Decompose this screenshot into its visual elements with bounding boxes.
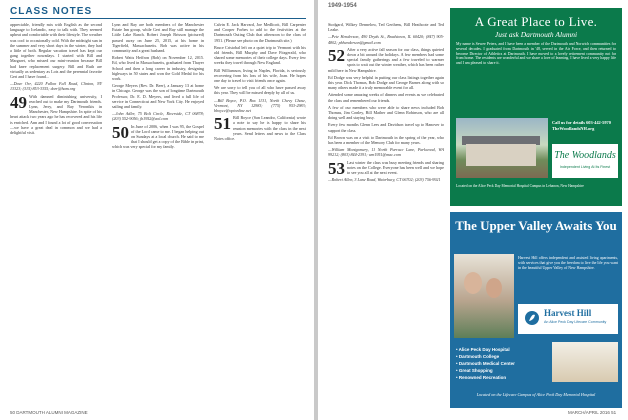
- contact-line: —Bill Boyce, P.O. Box 1131, North Chevy Chase, Vermont, NY 12983; (775) 953-2983; bboyce@optonline.net: [214, 97, 306, 114]
- harvest-hill-logo: [518, 304, 618, 334]
- ad-title: A Great Place to Live.: [474, 14, 598, 29]
- paragraph: Robert Watts Heffron (Bob) on November 12, 2015. Ed, who lived in Massachusetts, graduated from Thayer School and then a long career in industry, designing highways in 50 states and won the Gold Medal for his work.: [112, 55, 204, 82]
- paragraph: We are sorry to tell you of all who have passed away this year. They will be missed deeply by all of us.: [214, 85, 306, 96]
- page-footer-left: 50 DARTMOUTH ALUMNI MAGAZINE: [10, 410, 88, 415]
- paragraph: Ed Dodge was very helpful in putting our class listings together again this year. Dick Thomas, Bob Dodge and George Barnes along with so many others made it a truly memorable event for all.: [328, 74, 444, 91]
- header-rule: [10, 18, 306, 19]
- paragraph: 51 Bill Boyce (San Leandro, California) wrote a note to say he is happy to share his reunion memories with the class in the next years. Send letters and news to the Class Notes office.: [214, 114, 306, 142]
- column-right: [328, 22, 444, 184]
- paragraph: George Meyers (Rev. Dr. Beer), a January 13 at home in Chicago. George was the son of longtime Dartmouth Professor, Dr. E. D. Meyers, and lived a full life of service in Connecticut and New York City. He enjoyed sailing and family.: [112, 83, 204, 110]
- paragraph: Bill Williamson, living in Naples, Florida, is seriously recovering from his loss of his wife, Joan. He hopes one day to travel to visit friends once again.: [214, 67, 306, 84]
- ad-footer: Located on the Lifecare Campus of Alice Peck Day Memorial Hospital: [476, 392, 596, 397]
- page-footer-right: MARCH/APRIL 2016 51: [568, 410, 617, 415]
- years-header: 1949-1954: [328, 3, 357, 9]
- paragraph: 49 With damned diminishing university, I reached out to make my Dartmouth friends. Lynn, Jerry, and Ray Veronikis in Manchester, New Hampshire. In spite of his heart attack two years ago he has recovered and his life is enriched. Ann and I found a lot of good conversation—we have a great deal in common and we had a delightful visit.: [10, 92, 102, 136]
- class-year-number: 49: [10, 92, 27, 112]
- list-item: • Alice Peck Day Hospital: [456, 347, 510, 352]
- contact-line: —Dave Orr, 4220 Fallon Fall Road, Clinton, NY 13323; (315) 853-3355; dorr@ham.org: [10, 81, 102, 92]
- class-year-number: 50: [112, 122, 129, 142]
- ad-address: Located on the Alice Peck Day Memorial Hospital Campus in Lebanon, New Hampshire: [456, 184, 584, 188]
- logo-name: The Woodlands: [554, 150, 616, 161]
- paragraph: 50 In June of 2006, when I was 95, the Gospel of the Lord came to me. I began helping out on Sundays at a local church. He said to me that I should get a copy of the Bible in print, which was very special for my family.: [112, 122, 204, 150]
- ad-body: Harvest Hill offers independent and assisted living apartments, with services that give you the freedom to live the life you want in the beautiful Upper Valley of New Hampshire.: [518, 256, 618, 270]
- ad-subtitle: Just ask Dartmouth Alumni: [494, 30, 578, 39]
- column-1: [10, 22, 102, 137]
- paragraph: Ed Brown was on a visit to Dartmouth in the spring of the year, who has been a member of the Memory Club for many years.: [328, 134, 444, 146]
- list-item: • Dartmouth Medical Center: [456, 361, 515, 366]
- right-page: [318, 0, 628, 420]
- building-photo: [456, 118, 548, 178]
- ad-body: My name is Sewee Peters, and I have been a member of the Dartmouth and Norwich communities for several decades. I graduated from Dartmouth in '48, served in the Air Force, and then returned to become Director of Athletics at Dartmouth. I have moved to a lovely retirement community not far from home. The residents are wonderful and we share a love of learning. I have lived a very happy life and I am pleased to share it.: [456, 42, 616, 66]
- paragraph: A few of our members who were able to share news included Bob Thomas, Jim Conley, Bill Mather and Glenn Robinson, who are all doing well and staying busy.: [328, 104, 444, 121]
- woodlands-logo: [552, 144, 618, 178]
- paragraph: appreciable, friendly mix with English as the second language to Icelandic, easy to talk with. They seemed upbeat and comfortable with their lifestyle. The weather was cool to occasionally cold. With the midnight sun in the summer and very short days in the winter, they had a little of both. Regular vacation travel has kept our gang together nowadays. I started with Bill and Margaret, who missed our mini-reunion because Bill had knee replacement surgery. Bill and Ruth are virtually as sedentary as Lois and the perennial favorite Geri and I have found...: [10, 22, 102, 80]
- contact-line: —William Montgomery, 11 North Purrace Lane, Parkwood, WA 99212; (803) 844-2391; wm1951@mac.com: [328, 147, 444, 158]
- list-item: • Dartmouth College: [456, 354, 500, 359]
- person-shape: [486, 278, 502, 298]
- leaf-icon: [524, 310, 540, 326]
- class-year-number: 51: [214, 114, 231, 134]
- contact-line: —John Adler, 75 Bolt Circle, Riverside, CT 06878; (203) 552-9056; jb1952@aol.com: [112, 111, 204, 122]
- harvest-hill-advertisement[interactable]: [450, 212, 622, 408]
- ad-title: The Upper Valley Awaits You: [455, 218, 617, 233]
- list-item: • Great Shopping: [456, 368, 493, 373]
- column-2: [112, 22, 204, 152]
- logo-tagline: An Alice Peck Day Lifecare Community: [544, 320, 607, 324]
- list-item: • Renowned Recreation: [456, 375, 507, 380]
- logo-tagline: Independent Living At Its Finest: [559, 165, 611, 169]
- ad-contact[interactable]: Call us for details 603-442-5970 TheWoodlandsNH.org: [552, 120, 611, 131]
- column-3: [214, 22, 306, 143]
- interior-photo: [552, 342, 618, 382]
- paragraph: Lynn and Ray are both members of the Manchester Estate Inn group, while Geri and Ray still manage the Little Lake Ranch. Robert Joseph Brisson (pictured) passed away on June 25, 2015, at his home in Tigerfield, Massachusetts. Bob was active in his community and a great husband.: [112, 22, 204, 54]
- paragraph: 52 After a very active fall season for our class, things quieted down a bit around the holidays. A few members had some special family gatherings and a few traveled to warmer spots to wait out the winter weather, which has been rather mild here in New Hampshire.: [328, 45, 444, 73]
- amenities-list: [456, 346, 546, 381]
- woodlands-advertisement[interactable]: [450, 8, 622, 206]
- paragraph: Stodgard, Wilkey Dennelow, Ted Gerthens, Bill Heathcote and Ted Leake.: [328, 22, 444, 33]
- logo-name: Harvest Hill: [544, 308, 592, 318]
- paragraph: Every few months Glenn Lees and Davidson travel up to Hanover to support the class.: [328, 122, 444, 133]
- residents-photo: [454, 254, 514, 338]
- person-shape: [464, 272, 482, 294]
- paragraph: Bruce Cristobal left on a quiet trip to Vermont with his old friends, Bill Murphy and Dave Fitzgerald, who shared some memories of their college days. Every few weeks they travel through New England.: [214, 44, 306, 66]
- paragraph: Attended some amazing weeks of dinners and events as we celebrated the class and remembered our friends.: [328, 92, 444, 103]
- class-year-number: 52: [328, 45, 345, 65]
- contact-line: —Robert Allen, 3 Lane Road, Waterbury, CT 06702; (203) 756-9921: [328, 177, 441, 183]
- paragraph: Calvin E. Jack Harvard, Joe Medlicott, Bill Carpenter and Cooper Forbes to add to the festivities at the Dartmouth Outing Club that afternoon to the class of 1951. (Please see photo on the Dartmouth site.): [214, 22, 306, 43]
- building-shape: [466, 144, 536, 166]
- section-header: CLASS NOTES: [10, 6, 93, 17]
- contact-line: —Pete Henderson, 490 Dryds St., Bradstown, IL 60420; (847) 905-4802; pbhenderson@gmail.com: [328, 34, 444, 45]
- class-year-number: 53: [328, 158, 345, 178]
- paragraph: 53 Last winter the class was busy meeting friends and sharing notes on the College. Everyone has been well and we hope to see you all at the next event.: [328, 158, 444, 178]
